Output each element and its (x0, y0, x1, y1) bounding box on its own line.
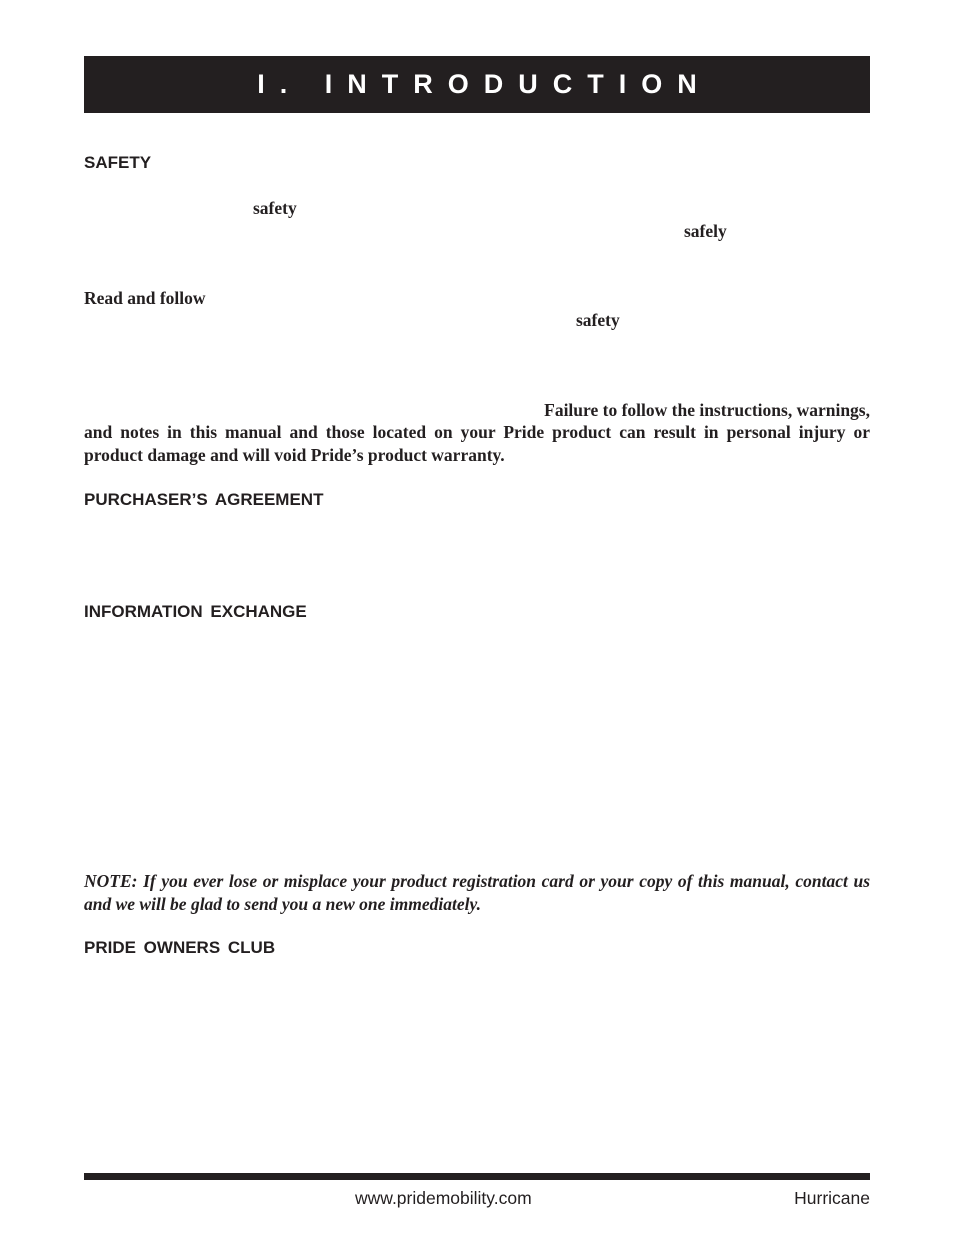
safely-word: safely (684, 221, 727, 241)
footer-product-name: Hurricane (794, 1188, 870, 1208)
registration-card-note: NOTE: If you ever lose or misplace your product registration card or your copy of this manual, contact us and we will be glad to send you a new one immediately. (84, 871, 870, 914)
failure-warning-paragraph: and notes in this manual and those located on your Pride product can result in personal injury or product damage and will void Pride’s product warranty. (84, 422, 870, 465)
section-heading-safety: SAFETY (84, 153, 152, 172)
safety-word-1: safety (253, 198, 297, 218)
section-heading-pride-owners-club: PRIDE OWNERS CLUB (84, 938, 276, 957)
footer-website: www.pridemobility.com (355, 1188, 532, 1208)
chapter-title: I. INTRODUCTION (257, 69, 712, 99)
footer-divider (84, 1173, 870, 1180)
safety-word-2: safety (576, 310, 620, 330)
chapter-title-banner (84, 56, 870, 113)
section-heading-purchasers-agreement: PURCHASER’S AGREEMENT (84, 490, 324, 509)
read-and-follow-text: Read and follow (84, 288, 206, 308)
failure-warning-start: Failure to follow the instructions, warnings, (544, 400, 870, 420)
section-heading-information-exchange: INFORMATION EXCHANGE (84, 602, 307, 621)
